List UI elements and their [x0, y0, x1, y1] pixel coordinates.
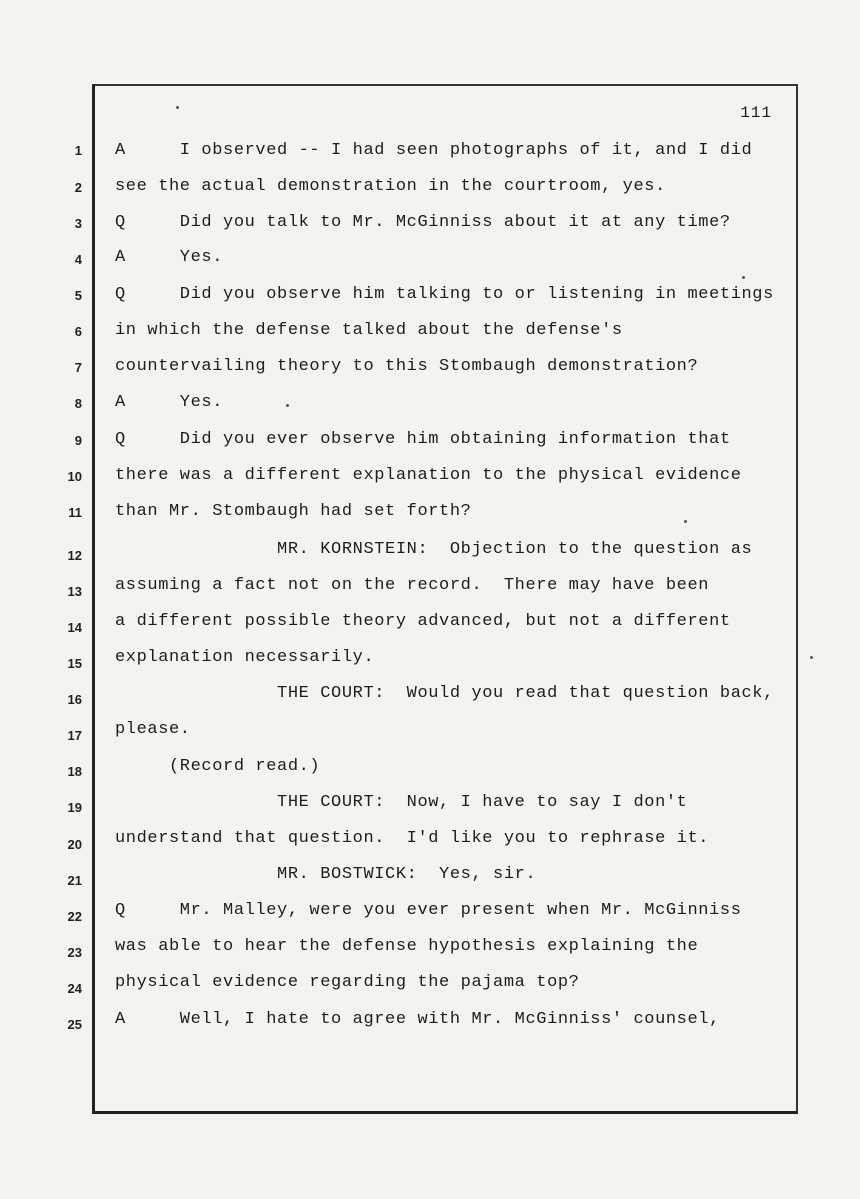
line-number: 18	[67, 764, 82, 779]
scan-speck	[810, 656, 813, 659]
transcript-line: A I observed -- I had seen photographs of it, and I did	[115, 141, 753, 160]
line-number: 3	[74, 216, 82, 231]
transcript-line: physical evidence regarding the pajama top?	[115, 973, 580, 992]
transcript-line: Q Did you observe him talking to or listening in meetings	[115, 285, 774, 304]
transcript-line: a different possible theory advanced, but not a different	[115, 612, 731, 631]
line-number: 1	[74, 143, 82, 158]
line-number: 13	[67, 584, 82, 599]
line-number: 23	[67, 945, 82, 960]
transcript-line: was able to hear the defense hypothesis explaining the	[115, 937, 699, 956]
transcript-line: (Record read.)	[115, 757, 321, 776]
line-number: 15	[67, 656, 82, 671]
transcript-line: understand that question. I'd like you to rephrase it.	[115, 829, 710, 848]
page-number: 111	[740, 104, 772, 122]
transcript-line: than Mr. Stombaugh had set forth?	[115, 502, 472, 521]
scan-speck	[176, 106, 179, 109]
transcript-line: Q Mr. Malley, were you ever present when Mr. McGinniss	[115, 901, 742, 920]
line-number: 8	[74, 396, 82, 411]
scan-speck	[742, 276, 745, 279]
line-number: 10	[67, 469, 82, 484]
transcript-line: see the actual demonstration in the courtroom, yes.	[115, 177, 666, 196]
transcript-line: assuming a fact not on the record. There may have been	[115, 576, 710, 595]
line-number: 4	[74, 252, 82, 267]
line-number: 25	[67, 1017, 82, 1032]
transcript-line: THE COURT: Would you read that question back,	[115, 684, 774, 703]
line-number: 24	[67, 981, 82, 996]
scan-speck	[286, 404, 289, 407]
transcript-line: A Yes.	[115, 248, 224, 267]
transcript-line: countervailing theory to this Stombaugh demonstration?	[115, 357, 699, 376]
line-number: 21	[67, 873, 82, 888]
transcript-line: MR. BOSTWICK: Yes, sir.	[115, 865, 537, 884]
transcript-line: in which the defense talked about the defense's	[115, 321, 623, 340]
line-number: 9	[74, 433, 82, 448]
line-number: 11	[68, 505, 82, 520]
scan-speck	[684, 520, 687, 523]
line-number: 19	[67, 800, 82, 815]
transcript-line: Q Did you talk to Mr. McGinniss about it at any time?	[115, 213, 731, 232]
line-number: 22	[67, 909, 82, 924]
line-number: 6	[74, 324, 82, 339]
line-number: 17	[67, 728, 82, 743]
transcript-line: MR. KORNSTEIN: Objection to the question as	[115, 540, 753, 559]
line-number: 7	[74, 360, 82, 375]
line-number: 14	[67, 620, 82, 635]
line-number: 2	[74, 180, 82, 195]
transcript-line: explanation necessarily.	[115, 648, 375, 667]
transcript-line: please.	[115, 720, 191, 739]
line-number: 5	[74, 288, 82, 303]
transcript-line: Q Did you ever observe him obtaining information that	[115, 430, 731, 449]
line-number: 12	[67, 548, 82, 563]
line-number: 20	[67, 837, 82, 852]
transcript-line: there was a different explanation to the physical evidence	[115, 466, 742, 485]
transcript-line: A Well, I hate to agree with Mr. McGinniss' counsel,	[115, 1010, 720, 1029]
transcript-line: THE COURT: Now, I have to say I don't	[115, 793, 688, 812]
line-number: 16	[67, 692, 82, 707]
transcript-line: A Yes.	[115, 393, 224, 412]
page-border	[92, 84, 798, 1114]
